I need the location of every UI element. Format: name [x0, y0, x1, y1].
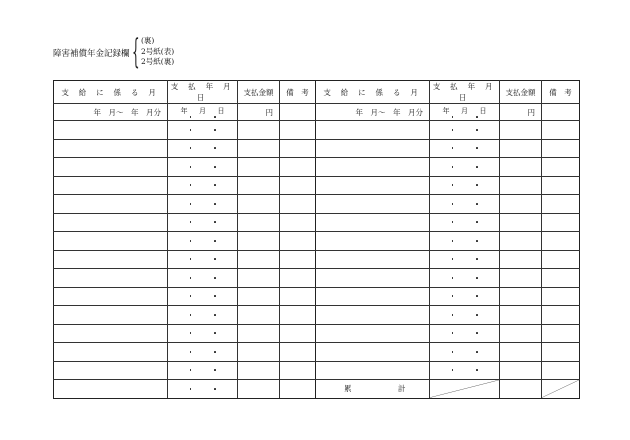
- date-separator-dots: [452, 203, 478, 205]
- date-separator-dots: [452, 258, 478, 260]
- period-cell: [316, 139, 430, 158]
- pay-date-cell: [168, 250, 238, 269]
- form-title: 障害補償年金記録欄: [53, 49, 130, 59]
- dot-mark: [190, 184, 192, 186]
- remarks-cell: [280, 306, 316, 325]
- dot-mark: [190, 332, 192, 334]
- pay-date-cell: [168, 232, 238, 251]
- period-cell: [54, 139, 168, 158]
- amount-cell: [238, 269, 280, 288]
- table-row: [54, 195, 316, 214]
- table-row: [54, 361, 316, 380]
- dot-mark: [452, 277, 454, 279]
- period-label: 年 月～ 年 月分: [93, 108, 161, 117]
- dot-mark: [452, 116, 454, 118]
- amount-cell: [500, 380, 542, 399]
- pay-date-cell: [168, 213, 238, 232]
- pay-date-cell: [168, 324, 238, 343]
- amount-cell: [238, 361, 280, 380]
- amount-cell: [500, 158, 542, 177]
- day-label: 日: [217, 107, 225, 116]
- date-separator-dots: [190, 184, 216, 186]
- date-separator-dots: [452, 314, 478, 316]
- dot-mark: [190, 314, 192, 316]
- diagonal-strike: [430, 380, 499, 398]
- remarks-cell: [280, 195, 316, 214]
- period-cell: [54, 232, 168, 251]
- table-row: [54, 232, 316, 251]
- remarks-cell: [280, 324, 316, 343]
- remarks-cell: [280, 269, 316, 288]
- header-remarks-label: 備 考: [549, 87, 572, 97]
- table-row: [54, 343, 316, 362]
- period-cell: [54, 158, 168, 177]
- amount-cell: [500, 232, 542, 251]
- dot-mark: [190, 129, 192, 131]
- period-cell: [316, 176, 430, 195]
- record-sheet: [53, 80, 579, 398]
- header-pay-date-label: 支 払 年 月 日: [170, 82, 235, 102]
- dot-mark: [190, 166, 192, 168]
- amount-cell: [238, 306, 280, 325]
- diagonal-line: [430, 380, 499, 398]
- amount-cell: [238, 213, 280, 232]
- dot-mark: [190, 258, 192, 260]
- pay-date-cell: [168, 139, 238, 158]
- dot-mark: [190, 116, 192, 118]
- amount-cell: [500, 104, 542, 121]
- dot-mark: [214, 277, 216, 279]
- pay-date-cell: [430, 232, 500, 251]
- pay-date-cell: [430, 343, 500, 362]
- table-row: [316, 121, 580, 140]
- period-cell: [54, 324, 168, 343]
- period-cell: [316, 195, 430, 214]
- period-cell: [54, 287, 168, 306]
- header-pay-date: [430, 81, 500, 104]
- amount-cell: [500, 176, 542, 195]
- remarks-cell: [280, 380, 316, 399]
- dot-mark: [476, 369, 478, 371]
- dot-mark: [214, 258, 216, 260]
- total-label-1: 累: [344, 384, 352, 393]
- header-remarks-label: 備 考: [286, 87, 309, 97]
- dot-mark: [452, 351, 454, 353]
- dot-mark: [476, 351, 478, 353]
- table-row: [316, 139, 580, 158]
- dot-mark: [214, 129, 216, 131]
- option-sheet2-front: 2号紙(表): [141, 46, 175, 56]
- remarks-cell: [542, 324, 580, 343]
- dot-mark: [214, 116, 216, 118]
- table-row: [54, 139, 316, 158]
- amount-cell: [238, 195, 280, 214]
- dot-mark: [452, 369, 454, 371]
- pay-date-cell: [168, 343, 238, 362]
- remarks-cell: [542, 195, 580, 214]
- date-separator-dots: [190, 166, 216, 168]
- table-row: [316, 195, 580, 214]
- dot-mark: [190, 369, 192, 371]
- remarks-cell: [542, 121, 580, 140]
- header-pay-date-label: 支 払 年 月 日: [432, 82, 497, 102]
- remarks-cell: [280, 158, 316, 177]
- period-cell: [316, 269, 430, 288]
- dot-mark: [214, 203, 216, 205]
- pay-date-cell: [430, 139, 500, 158]
- header-period: [316, 81, 430, 104]
- remarks-cell: [280, 104, 316, 121]
- amount-cell: [238, 250, 280, 269]
- dot-mark: [214, 369, 216, 371]
- yen-unit: 円: [265, 108, 273, 117]
- table-row: [316, 287, 580, 306]
- period-cell: [316, 250, 430, 269]
- remarks-cell: [280, 121, 316, 140]
- table-row: [316, 269, 580, 288]
- header-period-label: 支 給 に 係 る 月: [323, 87, 422, 97]
- date-separator-dots: [190, 314, 216, 316]
- table-row: [316, 213, 580, 232]
- period-cell: [54, 176, 168, 195]
- period-cell: [316, 121, 430, 140]
- remarks-cell: [542, 250, 580, 269]
- date-separator-dots: [190, 388, 216, 390]
- date-separator-dots: [452, 277, 478, 279]
- pay-date-cell: [168, 158, 238, 177]
- remarks-cell: [542, 269, 580, 288]
- amount-cell: [238, 176, 280, 195]
- table-row: [316, 380, 580, 399]
- date-separator-dots: [452, 116, 478, 118]
- dot-mark: [452, 203, 454, 205]
- period-cell: [316, 104, 430, 121]
- dot-mark: [214, 147, 216, 149]
- dot-mark: [190, 351, 192, 353]
- table-row: [316, 343, 580, 362]
- remarks-cell: [280, 287, 316, 306]
- year-label: 年: [180, 107, 188, 116]
- period-cell: [54, 195, 168, 214]
- period-cell: [316, 287, 430, 306]
- amount-cell: [500, 361, 542, 380]
- amount-cell: [500, 287, 542, 306]
- dot-mark: [190, 147, 192, 149]
- header-period-label: 支 給 に 係 る 月: [61, 87, 160, 97]
- dot-mark: [214, 240, 216, 242]
- dot-mark: [452, 240, 454, 242]
- remarks-cell: [280, 250, 316, 269]
- record-table-right: [315, 80, 580, 399]
- diagonal-strike: [542, 380, 579, 398]
- amount-cell: [500, 139, 542, 158]
- pay-date-cell: [430, 158, 500, 177]
- pay-date-cell: [430, 287, 500, 306]
- date-separator-dots: [452, 129, 478, 131]
- dot-mark: [452, 129, 454, 131]
- dot-mark: [476, 147, 478, 149]
- date-separator-dots: [452, 147, 478, 149]
- pay-date-cell: [430, 121, 500, 140]
- table-row: [316, 250, 580, 269]
- dot-mark: [452, 258, 454, 260]
- dot-mark: [476, 258, 478, 260]
- dot-mark: [452, 314, 454, 316]
- date-separator-dots: [190, 295, 216, 297]
- header-amount: [238, 81, 280, 104]
- dot-mark: [452, 147, 454, 149]
- date-separator-dots: [190, 203, 216, 205]
- remarks-cell: [542, 213, 580, 232]
- pay-date-cell: [168, 195, 238, 214]
- dot-mark: [476, 295, 478, 297]
- header-remarks: [280, 81, 316, 104]
- period-cell: [54, 380, 168, 399]
- date-separator-dots: [452, 332, 478, 334]
- period-cell: [54, 269, 168, 288]
- pay-date-cell: [168, 306, 238, 325]
- amount-cell: [500, 324, 542, 343]
- table-row: [54, 176, 316, 195]
- table-row: [316, 176, 580, 195]
- dot-mark: [476, 277, 478, 279]
- ymd-labels: [443, 106, 487, 116]
- period-cell: [316, 158, 430, 177]
- dot-mark: [190, 240, 192, 242]
- amount-cell: [238, 232, 280, 251]
- period-cell: [316, 324, 430, 343]
- remarks-cell: [542, 139, 580, 158]
- remarks-cell: [542, 158, 580, 177]
- period-cell: [54, 104, 168, 121]
- pay-date-cell: [168, 176, 238, 195]
- dot-mark: [452, 332, 454, 334]
- form-options: [141, 36, 174, 68]
- pay-date-cell: [168, 104, 238, 121]
- period-cell: [54, 343, 168, 362]
- brace-icon: {: [132, 32, 140, 72]
- dot-mark: [190, 388, 192, 390]
- table-row: [54, 324, 316, 343]
- table-row: [54, 213, 316, 232]
- dot-mark: [476, 221, 478, 223]
- date-separator-dots: [190, 221, 216, 223]
- remarks-cell: [280, 361, 316, 380]
- dot-mark: [476, 129, 478, 131]
- month-label: 月: [461, 107, 468, 116]
- period-cell: [54, 306, 168, 325]
- period-cell: [54, 361, 168, 380]
- dot-mark: [476, 314, 478, 316]
- table-row: [316, 324, 580, 343]
- date-separator-dots: [190, 240, 216, 242]
- pay-date-cell: [168, 380, 238, 399]
- pay-date-cell: [430, 195, 500, 214]
- pay-date-cell: [430, 213, 500, 232]
- pay-date-cell: [168, 121, 238, 140]
- amount-cell: [500, 250, 542, 269]
- dot-mark: [214, 351, 216, 353]
- date-separator-dots: [190, 258, 216, 260]
- yen-unit: 円: [527, 108, 535, 117]
- remarks-cell: [542, 343, 580, 362]
- period-cell: [316, 232, 430, 251]
- amount-cell: [238, 324, 280, 343]
- dot-mark: [190, 221, 192, 223]
- remarks-cell: [280, 343, 316, 362]
- date-separator-dots: [452, 351, 478, 353]
- dot-mark: [214, 184, 216, 186]
- total-label-2: 計: [398, 384, 406, 393]
- amount-cell: [238, 287, 280, 306]
- remarks-cell: [280, 213, 316, 232]
- dot-mark: [214, 314, 216, 316]
- table-row: [54, 269, 316, 288]
- amount-cell: [238, 104, 280, 121]
- pay-date-cell: [430, 250, 500, 269]
- dot-mark: [476, 116, 478, 118]
- date-separator-dots: [190, 277, 216, 279]
- option-back: (裏): [141, 36, 155, 45]
- period-cell: [54, 121, 168, 140]
- remarks-cell: [280, 139, 316, 158]
- amount-cell: [500, 269, 542, 288]
- dot-mark: [214, 166, 216, 168]
- amount-cell: [500, 306, 542, 325]
- diagonal-line: [542, 380, 579, 398]
- period-cell: [316, 343, 430, 362]
- pay-date-cell: [168, 287, 238, 306]
- dot-mark: [476, 203, 478, 205]
- dot-mark: [452, 184, 454, 186]
- amount-cell: [500, 343, 542, 362]
- remarks-cell: [542, 380, 580, 399]
- period-cell: [54, 213, 168, 232]
- table-row: [316, 361, 580, 380]
- period-cell: [316, 380, 430, 399]
- dot-mark: [214, 295, 216, 297]
- amount-cell: [238, 158, 280, 177]
- month-label: 月: [199, 107, 206, 116]
- dot-mark: [452, 221, 454, 223]
- pay-date-cell: [430, 361, 500, 380]
- header-amount: [500, 81, 542, 104]
- pay-date-cell: [430, 324, 500, 343]
- pay-date-cell: [430, 269, 500, 288]
- ymd-labels: [181, 106, 225, 116]
- table-row: [54, 306, 316, 325]
- header-amount-label: 支払金額: [505, 87, 536, 97]
- amount-cell: [238, 139, 280, 158]
- date-separator-dots: [190, 332, 216, 334]
- dot-mark: [476, 240, 478, 242]
- date-separator-dots: [452, 240, 478, 242]
- pay-date-cell: [168, 269, 238, 288]
- period-cell: [316, 361, 430, 380]
- header-remarks: [542, 81, 580, 104]
- header-amount-label: 支払金額: [243, 87, 274, 97]
- remarks-cell: [542, 232, 580, 251]
- day-label: 日: [479, 107, 487, 116]
- dot-mark: [476, 166, 478, 168]
- table-row: [54, 287, 316, 306]
- amount-cell: [238, 343, 280, 362]
- dot-mark: [190, 203, 192, 205]
- header-period: [54, 81, 168, 104]
- header-pay-date: [168, 81, 238, 104]
- dot-mark: [452, 166, 454, 168]
- amount-cell: [500, 213, 542, 232]
- pay-date-cell: [168, 361, 238, 380]
- option-sheet2-back: 2号紙(裏): [141, 57, 175, 66]
- date-separator-dots: [190, 147, 216, 149]
- dot-mark: [214, 332, 216, 334]
- date-separator-dots: [452, 295, 478, 297]
- dot-mark: [190, 295, 192, 297]
- date-separator-dots: [190, 351, 216, 353]
- pay-date-cell: [430, 104, 500, 121]
- period-cell: [316, 213, 430, 232]
- table-row: [54, 380, 316, 399]
- dot-mark: [476, 184, 478, 186]
- pay-date-cell: [430, 380, 500, 399]
- remarks-cell: [542, 306, 580, 325]
- pay-date-cell: [430, 176, 500, 195]
- period-cell: [316, 306, 430, 325]
- table-row: [316, 232, 580, 251]
- amount-cell: [238, 121, 280, 140]
- remarks-cell: [542, 361, 580, 380]
- dot-mark: [476, 332, 478, 334]
- year-label: 年: [442, 107, 450, 116]
- record-table-left: [53, 80, 316, 399]
- amount-cell: [500, 121, 542, 140]
- table-row: [54, 250, 316, 269]
- amount-cell: [238, 380, 280, 399]
- remarks-cell: [542, 176, 580, 195]
- date-separator-dots: [190, 129, 216, 131]
- remarks-cell: [280, 176, 316, 195]
- dot-mark: [190, 277, 192, 279]
- remarks-cell: [542, 287, 580, 306]
- amount-cell: [500, 195, 542, 214]
- remarks-cell: [542, 104, 580, 121]
- table-row: [316, 306, 580, 325]
- dot-mark: [452, 295, 454, 297]
- dot-mark: [214, 221, 216, 223]
- date-separator-dots: [190, 369, 216, 371]
- date-separator-dots: [452, 166, 478, 168]
- date-separator-dots: [452, 369, 478, 371]
- table-row: [316, 158, 580, 177]
- table-row: [54, 158, 316, 177]
- period-cell: [54, 250, 168, 269]
- pay-date-cell: [430, 306, 500, 325]
- period-label: 年 月～ 年 月分: [355, 108, 423, 117]
- date-separator-dots: [452, 221, 478, 223]
- date-separator-dots: [190, 116, 216, 118]
- date-separator-dots: [452, 184, 478, 186]
- dot-mark: [214, 388, 216, 390]
- remarks-cell: [280, 232, 316, 251]
- table-row: [54, 121, 316, 140]
